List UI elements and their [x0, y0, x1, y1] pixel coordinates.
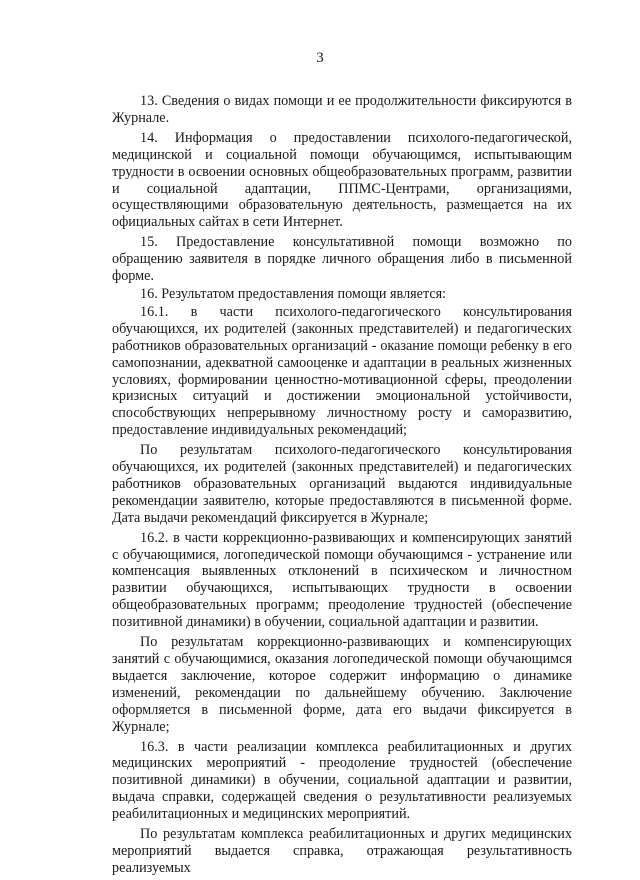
paragraph-16-2-results: По результатам коррекционно-развивающих и компенсирующих занятий с обучающимися, оказания логопедической помощи обучающимся выдается заключение, которое содержит информацию о динамике изменений, рекомендации по дальнейшему обучению. Заключение оформляется в письменной форме, дата его выдачи фиксируется в Журнале;: [112, 634, 572, 735]
paragraph-16-3: 16.3. в части реализации комплекса реабилитационных и других медицинских мероприятий - преодоление трудностей (обеспечение позитивной динамики) в обучении, социальной адаптации и развитии, выдача справки, содержащей сведения о результативности реализуемых реабилитационных и медицинских мероприятий.: [112, 738, 572, 823]
paragraph-15: 15. Предоставление консультативной помощи возможно по обращению заявителя в порядке личного обращения либо в письменной форме.: [112, 234, 572, 285]
page-number: 3: [316, 50, 324, 66]
paragraph-16-1-results: По результатам психолого-педагогического консультирования обучающихся, их родителей (законных представителей) и педагогических работников образовательных организаций выдаются индивидуальные рекомендации заявителю, которые предоставляются в письменной форме. Дата выдачи рекомендаций фиксируется в Журнале;: [112, 442, 572, 526]
paragraph-16-1: 16.1. в части психолого-педагогического консультирования обучающихся, их родителей (законных представителей) и педагогических работников образовательных организаций - оказание помощи ребенку в его самопознании, адекватной самооценке и адаптации в реальных жизненных условиях, формировании ценностно-мотивационной сферы, преодолении кризисных ситуаций и достижении эмоциональной устойчивости, способствующих непрерывному личностному росту и саморазвитию, предоставление индивидуальных рекомендаций;: [112, 303, 572, 439]
paragraph-13: 13. Сведения о видах помощи и ее продолжительности фиксируются в Журнале.: [112, 93, 572, 126]
document-body: [112, 93, 572, 880]
paragraph-16-2: 16.2. в части коррекционно-развивающих и компенсирующих занятий с обучающимися, логопедической помощи обучающимся - устранение или компенсация выявленных отклонений в психическом и личностном развитии обучающихся, испытывающих трудности в освоении общеобразовательных программ; преодоление трудностей (обеспечение позитивной динамики) в обучении, социальной адаптации и развитии.: [112, 529, 572, 631]
paragraph-14: 14. Информация о предоставлении психолого-педагогической, медицинской и социальной помощи обучающимся, испытывающим трудности в освоении основных общеобразовательных программ, развитии и социальной адаптации, ППМС-Центрами, организациями, осуществляющими образовательную деятельность, размещается на их официальных сайтах в сети Интернет.: [112, 129, 572, 231]
paragraph-16: 16. Результатом предоставления помощи является:: [140, 285, 447, 302]
paragraph-16-3-results: По результатам комплекса реабилитационных и других медицинских мероприятий выдается справка, отражающая результативность реализуемых: [112, 826, 572, 876]
